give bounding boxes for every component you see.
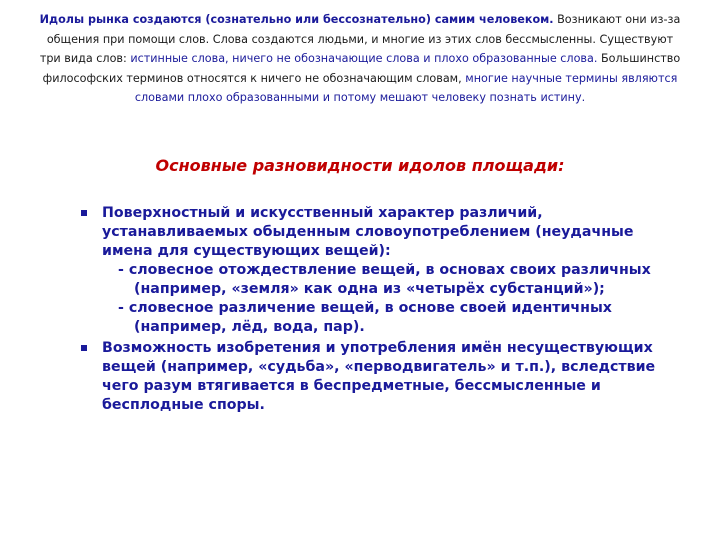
intro-paragraph xyxy=(36,10,684,108)
section-heading: Основные разновидности идолов площади: xyxy=(155,156,565,175)
list-item-text: Возможность изобретения и употребления имён несуществующих вещей (например, «судьба», «перводвигатель» и т.п.), вследствие чего разум втягивается в беспредметные, бессмысленные и бесплодные споры. xyxy=(102,340,656,413)
list-item xyxy=(80,204,680,337)
bullet-square-icon xyxy=(81,210,87,216)
intro-text-3: Большинство философских терминов относятся к ничего не обозначающим словам, xyxy=(42,52,681,85)
bullet-list xyxy=(80,204,680,415)
sub-item: - словесное различение вещей, в основе своей идентичных (например, лёд, вода, пар). xyxy=(118,300,612,335)
intro-text-2: Существуют три вида слов: xyxy=(39,32,674,65)
intro-bold-statement: Идолы рынка создаются (сознательно или бессознательно) самим человеком. xyxy=(39,13,554,26)
intro-text-4: многие научные термины являются словами плохо образованными и потому мешают человеку познать истину. xyxy=(134,71,678,104)
list-item xyxy=(80,339,680,415)
intro-text-1: Возникают они из-за общения при помощи слов. Слова создаются людьми, и многие из этих слов бессмысленны. xyxy=(46,13,681,46)
sub-item: - словесное отождествление вещей, в основах своих различных (например, «земля» как одна из «четырёх субстанций»); xyxy=(118,262,651,297)
intro-word-kinds: истинные слова, ничего не обозначающие слова и плохо образованные слова. xyxy=(130,52,598,65)
list-item-text: Поверхностный и искусственный характер различий, устанавливаемых обыденным словоупотреблением (неудачные имена для существующих вещей): xyxy=(102,205,634,259)
bullet-square-icon xyxy=(81,345,87,351)
